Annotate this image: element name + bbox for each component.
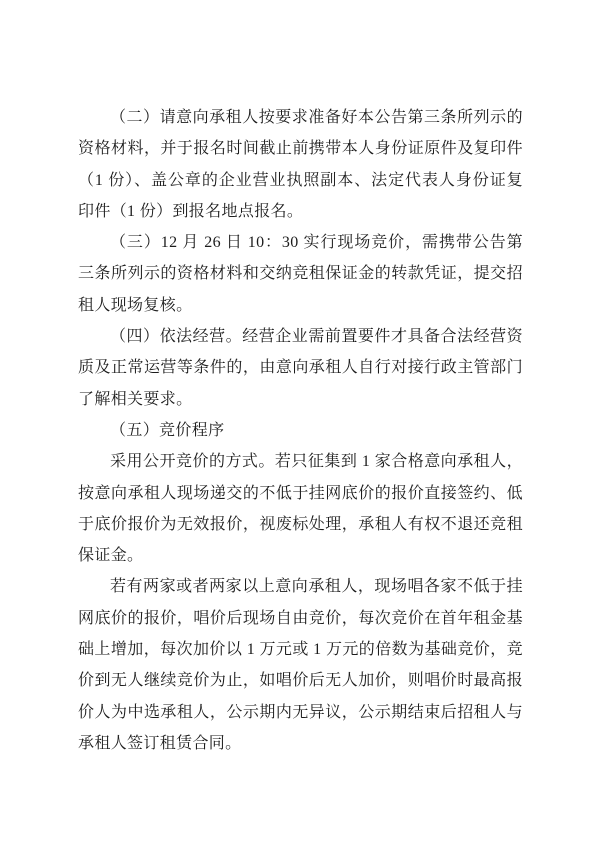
paragraph-sec3-onsite-bidding: （三）12 月 26 日 10：30 实行现场竞价，需携带公告第三条所列示的资格材料和交纳竞租保证金的转款凭证，提交招租人现场复核。 bbox=[78, 234, 523, 314]
paragraph-bidding-single-bidder: 采用公开竞价的方式。若只征集到 1 家合格意向承租人，按意向承租人现场递交的不低于挂网底价的报价直接签约、低于底价报价为无效报价，视废标处理，承租人有权不退还竞租保证金。 bbox=[78, 453, 523, 565]
paragraph-sec4-lawful-operation: （四）依法经营。经营企业需前置要件才具备合法经营资质及正常运营等条件的，由意向承租人自行对接行政主管部门了解相关要求。 bbox=[78, 328, 523, 408]
paragraph-bidding-multiple-bidders: 若有两家或者两家以上意向承租人，现场唱各家不低于挂网底价的报价，唱价后现场自由竞价，每次竞价在首年租金基础上增加，每次加价以 1 万元或 1 万元的倍数为基础竞价，竞价到无人继续竞价为止，如唱价后无人加价，则唱价时最高报价人为中选承租人，公示期内无异议，公示期结束后招租人与承租人签订租赁合同。 bbox=[78, 578, 523, 752]
paragraph-sec2-registration: （二）请意向承租人按要求准备好本公告第三条所列示的资格材料，并于报名时间截止前携带本人身份证原件及复印件（1 份）、盖公章的企业营业执照副本、法定代表人身份证复印件（1 份）到报名地点报名。 bbox=[78, 109, 523, 220]
paragraph-sec5-heading-bidding-procedure: （五）竞价程序 bbox=[110, 421, 225, 439]
document-body bbox=[78, 102, 523, 759]
